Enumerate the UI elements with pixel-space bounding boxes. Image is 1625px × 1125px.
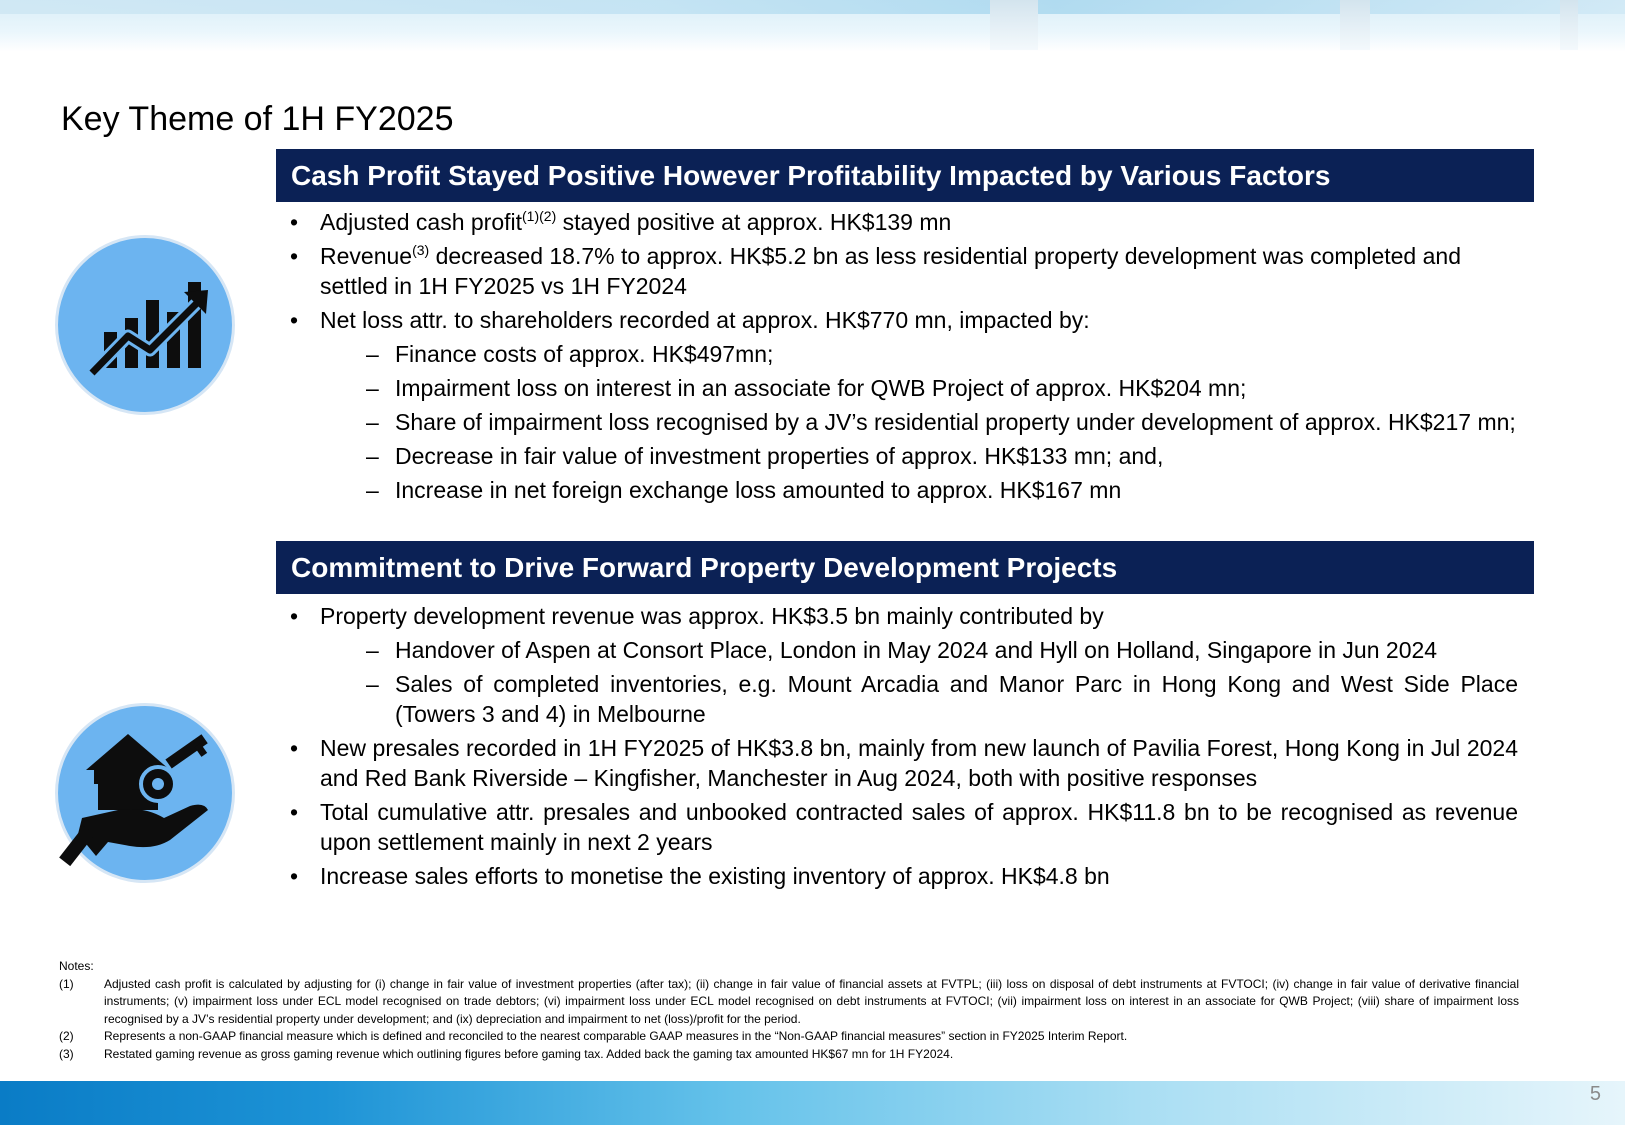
footnotes [59, 958, 1519, 1063]
bullet-new-presales [290, 733, 1518, 793]
sub-item-text: Share of impairment loss recognised by a JV’s residential property under development of approx. HK$217 mn; [395, 409, 1516, 435]
bullet-text: Increase sales efforts to monetise the existing inventory of approx. HK$4.8 bn [320, 863, 1110, 889]
sub-item: – Share of impairment loss recognised by a JV’s residential property under development of approx. HK$217 mn; [366, 409, 1516, 435]
sub-item-text: Sales of completed inventories, e.g. Mount Arcadia and Manor Parc in Hong Kong and West Side Place (Towers 3 and 4) in Melbourne [395, 671, 1518, 727]
footnote-text: Represents a non-GAAP financial measure which is defined and reconciled to the nearest comparable GAAP measures in the “Non-GAAP financial measures” section in FY2025 Interim Report. [104, 1029, 1128, 1043]
top-decorative-block [1340, 0, 1370, 50]
bullet-text: New presales recorded in 1H FY2025 of HK$3.8 bn, mainly from new launch of Pavilia Forest, Hong Kong in Jul 2024 and Red Bank Riverside – Kingfisher, Manchester in Aug 2024, both with positive responses [320, 735, 1518, 791]
bullet-cumulative-presales [290, 797, 1518, 857]
bullet-text: Net loss attr. to shareholders recorded at approx. HK$770 mn, impacted by: [320, 307, 1090, 333]
cash-profit-bullet-list [290, 207, 1518, 509]
bullet-net-loss [290, 305, 1518, 335]
growth-chart-icon [55, 235, 235, 415]
sub-item-text: Handover of Aspen at Consort Place, London in May 2024 and Hyll on Holland, Singapore in Jun 2024 [395, 637, 1438, 663]
sub-item: – Finance costs of approx. HK$497mn; [366, 341, 774, 367]
house-key-hand-icon [55, 703, 235, 883]
bullet-revenue [290, 241, 1518, 301]
sub-item-text: Decrease in fair value of investment properties of approx. HK$133 mn; and, [395, 443, 1164, 469]
footnote-number: (3) [59, 1046, 74, 1061]
bullet-inventory [290, 861, 1518, 891]
growth-chart-icon-graphic [58, 238, 238, 418]
bottom-decorative-band [0, 1081, 1625, 1125]
bullet-text: Revenue [320, 243, 413, 269]
footnote-text: Adjusted cash profit is calculated by adjusting for (i) change in fair value of investment properties (after tax); (ii) change in fair value of financial assets at FVTPL; (iii) loss on disposal of debt instruments at FVTOCI; (iv) change in fair value of derivative financial instruments; (v) impairment loss under ECL model recognised on trade debtors; (vi) impairment loss under ECL model recognised on debt instruments at FVTOCI; (vii) impairment loss on interest in an associate for QWB Project; (viii) share of impairment loss recognised by a JV’s residential property under development; and (ix) depreciation and impairment to net (loss)/profit for the period. [104, 976, 1519, 1026]
top-decorative-block [990, 0, 1038, 50]
footnote-number: (2) [59, 1029, 74, 1043]
house-key-hand-icon-graphic [58, 706, 238, 886]
page-number: 5 [1589, 1083, 1601, 1105]
footnote-item [59, 1046, 1519, 1064]
sub-item: – Handover of Aspen at Consort Place, London in May 2024 and Hyll on Holland, Singapore in Jun 2024 [366, 637, 1438, 663]
top-decorative-band [0, 0, 1625, 52]
section-header-cash-profit: Cash Profit Stayed Positive However Profitability Impacted by Various Factors [276, 149, 1534, 202]
top-decorative-block [1560, 0, 1578, 50]
bullet-adjusted-cash-profit [290, 207, 1518, 237]
sub-item: – Sales of completed inventories, e.g. Mount Arcadia and Manor Parc in Hong Kong and West Side Place (Towers 3 and 4) in Melbourne [366, 671, 1518, 727]
footnote-number: (1) [59, 976, 74, 991]
bullet-text: Total cumulative attr. presales and unbooked contracted sales of approx. HK$11.8 bn to be recognised as revenue upon settlement mainly in next 2 years [320, 799, 1518, 855]
bullet-text: Property development revenue was approx. HK$3.5 bn mainly contributed by [320, 603, 1104, 629]
footnote-item [59, 976, 1519, 1029]
sub-item-text: Impairment loss on interest in an associate for QWB Project of approx. HK$204 mn; [395, 375, 1247, 401]
sub-item-text: Increase in net foreign exchange loss amounted to approx. HK$167 mn [395, 477, 1122, 503]
sub-item-text: Finance costs of approx. HK$497mn; [395, 341, 774, 367]
sub-item: – Impairment loss on interest in an associate for QWB Project of approx. HK$204 mn; [366, 375, 1247, 401]
footnote-item [59, 1028, 1519, 1046]
footnote-ref: (1)(2) [522, 208, 557, 224]
bullet-text: stayed positive at approx. HK$139 mn [556, 209, 952, 235]
notes-heading: Notes: [59, 959, 94, 973]
sub-item: – Decrease in fair value of investment properties of approx. HK$133 mn; and, [366, 443, 1164, 469]
footnote-text: Restated gaming revenue as gross gaming revenue which outlining figures before gaming tax. Added back the gaming tax amounted HK$67 mn for 1H FY2024. [104, 1046, 954, 1061]
footnote-ref: (3) [412, 242, 430, 258]
sub-item: – Increase in net foreign exchange loss amounted to approx. HK$167 mn [366, 477, 1122, 503]
bullet-text: decreased 18.7% to approx. HK$5.2 bn as less residential property development was completed and settled in 1H FY2025 vs 1H FY2024 [320, 243, 1461, 299]
bullet-text: Adjusted cash profit [320, 209, 523, 235]
bullet-property-revenue [290, 601, 1518, 631]
property-development-bullet-list [290, 601, 1518, 895]
section-header-property-development: Commitment to Drive Forward Property Development Projects [276, 541, 1534, 594]
page-title: Key Theme of 1H FY2025 [61, 100, 454, 138]
